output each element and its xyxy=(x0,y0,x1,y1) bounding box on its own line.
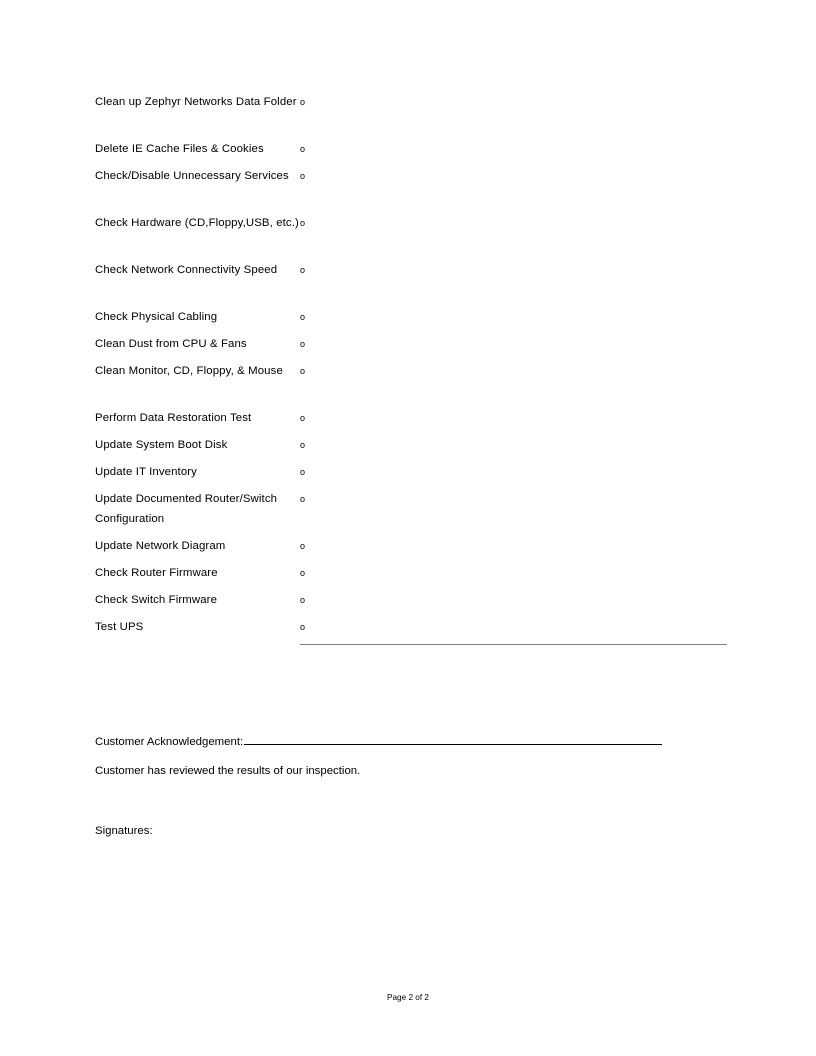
checklist-task-label: Update Network Diagram xyxy=(95,540,226,552)
checkbox-bullet-icon[interactable]: o xyxy=(300,218,306,228)
table-row xyxy=(95,590,727,617)
checklist-mark-cell[interactable] xyxy=(300,563,727,590)
maintenance-checklist-table xyxy=(95,92,727,645)
checklist-mark-cell[interactable] xyxy=(300,166,727,213)
checklist-mark-cell[interactable] xyxy=(300,260,727,307)
checkbox-bullet-icon[interactable]: o xyxy=(300,467,306,477)
checkbox-bullet-icon[interactable]: o xyxy=(300,97,306,107)
table-row xyxy=(95,213,727,260)
checkbox-bullet-icon[interactable]: o xyxy=(300,622,306,632)
checklist-mark-cell[interactable] xyxy=(300,307,727,334)
checklist-task-label: Update IT Inventory xyxy=(95,466,197,478)
checklist-bottom-rule-right xyxy=(300,645,727,646)
table-row xyxy=(95,408,727,435)
checkbox-bullet-icon[interactable]: o xyxy=(300,494,306,504)
customer-acknowledgement-signature-rule[interactable] xyxy=(244,733,662,745)
checkbox-bullet-icon[interactable]: o xyxy=(300,541,306,551)
checklist-mark-cell[interactable] xyxy=(300,139,727,166)
checkbox-bullet-icon[interactable]: o xyxy=(300,171,306,181)
table-row xyxy=(95,334,727,361)
checklist-mark-cell[interactable] xyxy=(300,213,727,260)
customer-acknowledgement-line xyxy=(95,733,727,750)
checklist-task-label: Clean up Zephyr Networks Data Folder xyxy=(95,96,297,108)
checkbox-bullet-icon[interactable]: o xyxy=(300,265,306,275)
checkbox-bullet-icon[interactable]: o xyxy=(300,568,306,578)
checklist-bottom-rule-left xyxy=(95,645,300,646)
checklist-task-label: Clean Monitor, CD, Floppy, & Mouse xyxy=(95,365,283,377)
checklist-task-label: Check Switch Firmware xyxy=(95,594,218,606)
checklist-mark-cell[interactable] xyxy=(300,334,727,361)
table-row xyxy=(95,462,727,489)
table-row xyxy=(95,536,727,563)
checklist-task-label: Test UPS xyxy=(95,621,144,633)
checkbox-bullet-icon[interactable]: o xyxy=(300,413,306,423)
table-row xyxy=(95,435,727,462)
signatures-label: Signatures: xyxy=(95,825,153,837)
checkbox-bullet-icon[interactable]: o xyxy=(300,595,306,605)
checklist-mark-cell[interactable] xyxy=(300,617,727,645)
checklist-task-label: Check/Disable Unnecessary Services xyxy=(95,170,289,182)
checklist-task-label: Update System Boot Disk xyxy=(95,439,228,451)
checklist-mark-cell[interactable] xyxy=(300,435,727,462)
table-row xyxy=(95,489,727,536)
table-row xyxy=(95,361,727,408)
table-row xyxy=(95,92,727,139)
checklist-task-label: Delete IE Cache Files & Cookies xyxy=(95,143,264,155)
checklist-bottom-rule xyxy=(95,645,727,646)
checklist-mark-cell[interactable] xyxy=(300,361,727,408)
checkbox-bullet-icon[interactable]: o xyxy=(300,339,306,349)
checkbox-bullet-icon[interactable]: o xyxy=(300,312,306,322)
page-footer: Page 2 of 2 xyxy=(387,993,429,1002)
table-row xyxy=(95,166,727,213)
checklist-task-label: Check Router Firmware xyxy=(95,567,218,579)
checklist-task-label: Clean Dust from CPU & Fans xyxy=(95,338,247,350)
customer-acknowledgement-label: Customer Acknowledgement: xyxy=(95,736,244,748)
table-row xyxy=(95,139,727,166)
checklist-mark-cell[interactable] xyxy=(300,408,727,435)
checklist-task-label: Check Network Connectivity Speed xyxy=(95,264,278,276)
checklist-mark-cell[interactable] xyxy=(300,92,727,139)
checklist-mark-cell[interactable] xyxy=(300,489,727,536)
checklist-body xyxy=(95,92,727,645)
table-row xyxy=(95,617,727,645)
checkbox-bullet-icon[interactable]: o xyxy=(300,440,306,450)
checkbox-bullet-icon[interactable]: o xyxy=(300,144,306,154)
checklist-task-label: Perform Data Restoration Test xyxy=(95,412,252,424)
checklist-task-label: Check Hardware (CD,Floppy,USB, etc.) xyxy=(95,217,299,229)
table-row xyxy=(95,307,727,334)
customer-acknowledgement-statement: Customer has reviewed the results of our inspection. xyxy=(95,765,361,777)
checklist-task-label: Update Documented Router/Switch Configuration xyxy=(95,493,278,526)
checklist-task-label: Check Physical Cabling xyxy=(95,311,218,323)
checklist-mark-cell[interactable] xyxy=(300,462,727,489)
table-row xyxy=(95,260,727,307)
table-row xyxy=(95,563,727,590)
checkbox-bullet-icon[interactable]: o xyxy=(300,366,306,376)
checklist-mark-cell[interactable] xyxy=(300,536,727,563)
checklist-mark-cell[interactable] xyxy=(300,590,727,617)
